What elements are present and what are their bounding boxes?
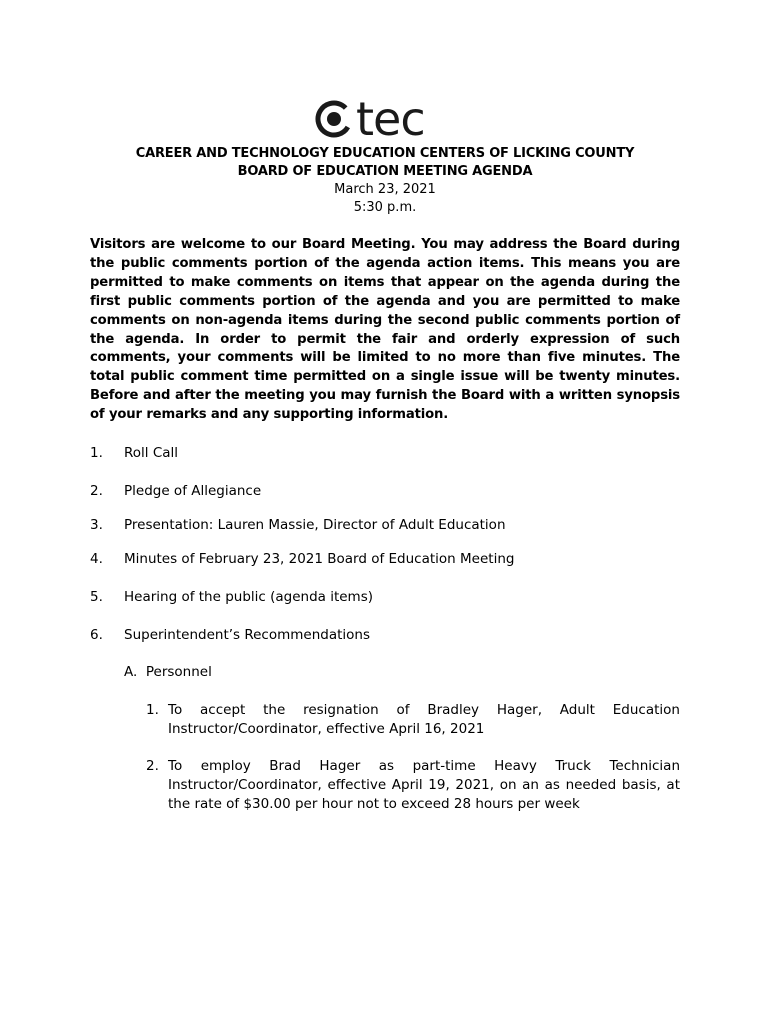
agenda-item-number: 3.: [90, 517, 103, 533]
personnel-item-number: 2.: [146, 758, 159, 774]
personnel-item-number: 1.: [146, 702, 159, 718]
agenda-item-number: 1.: [90, 445, 103, 461]
personnel-item: [146, 701, 680, 739]
personnel-item-text: To employ Brad Hager as part-time Heavy Truck Technician Instructor/Coordinator, effective April 19, 2021, on an as needed basis, at the rate of $30.00 per hour not to exceed 28 hours per week: [168, 758, 680, 812]
org-name: CAREER AND TECHNOLOGY EDUCATION CENTERS OF LICKING COUNTY: [135, 146, 635, 161]
agenda-item-text: Roll Call: [124, 445, 179, 461]
agenda-item-text: Pledge of Allegiance: [124, 483, 262, 499]
personnel-item-text: To accept the resignation of Bradley Hager, Adult Education Instructor/Coordinator, effective April 16, 2021: [168, 702, 680, 737]
agenda-item-text: Minutes of February 23, 2021 Board of Education Meeting: [124, 551, 515, 567]
section-personnel-heading: A. Personnel: [124, 664, 212, 680]
document-title: BOARD OF EDUCATION MEETING AGENDA: [237, 164, 533, 179]
logo-text: tec: [356, 92, 425, 146]
ctec-logo-mark-icon: [314, 99, 354, 139]
agenda-item-number: 4.: [90, 551, 103, 567]
document-header: [80, 145, 690, 217]
agenda-item-text: Presentation: Lauren Massie, Director of Adult Education: [124, 517, 506, 533]
meeting-time: 5:30 p.m.: [353, 200, 417, 215]
ctec-logo: [314, 92, 456, 146]
agenda-item-number: 6.: [90, 627, 103, 643]
visitor-notice: Visitors are welcome to our Board Meeting. You may address the Board during the public comments portion of the agenda action items. This means you are permitted to make comments on items that appear on the agenda during the first public comments portion of the agenda and you are permitted to make comments on non-agenda items during the second public comments portion of the agenda. In order to permit the fair and orderly expression of such comments, your comments will be limited to no more than five minutes. The total public comment time permitted on a single issue will be twenty minutes. Before and after the meeting you may furnish the Board with a written synopsis of your remarks and any supporting information.: [90, 237, 680, 423]
meeting-date: March 23, 2021: [334, 182, 436, 197]
agenda-item-text: Hearing of the public (agenda items): [124, 589, 374, 605]
agenda-item-text: Superintendent’s Recommendations: [124, 627, 371, 643]
agenda-item-number: 5.: [90, 589, 103, 605]
personnel-item: [146, 757, 680, 814]
agenda-item-number: 2.: [90, 483, 103, 499]
